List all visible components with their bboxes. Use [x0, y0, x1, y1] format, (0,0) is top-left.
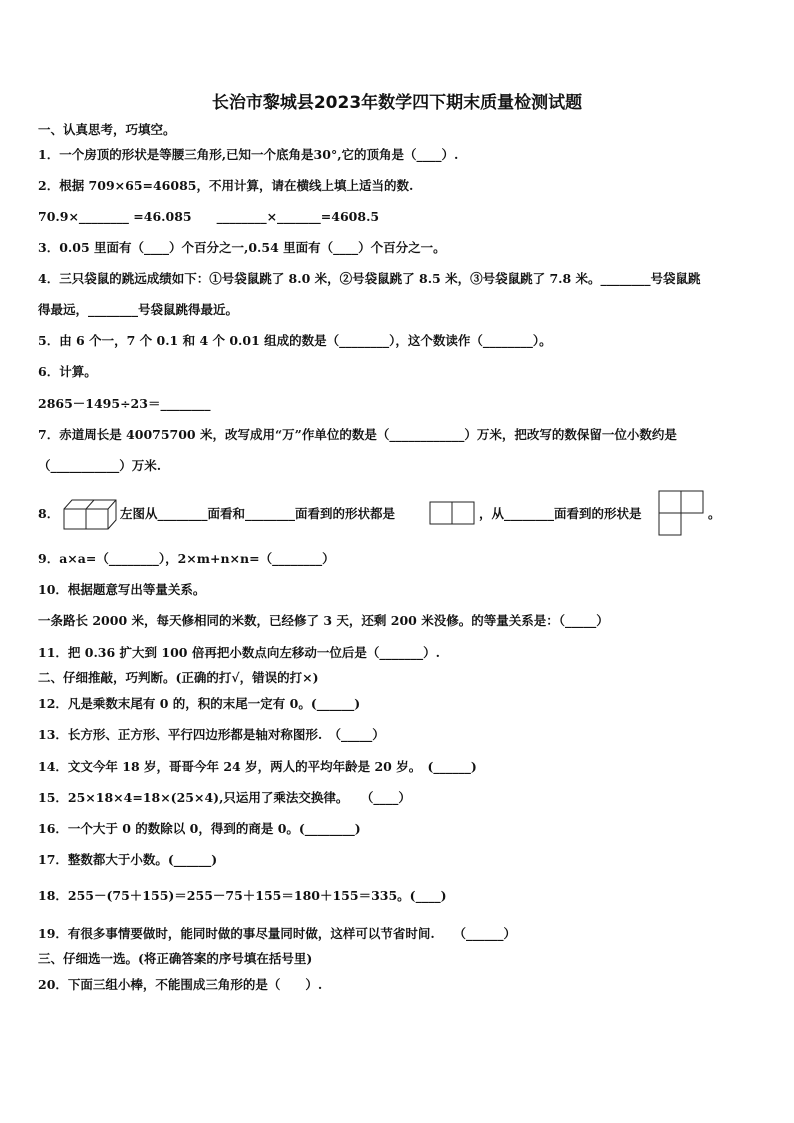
question-16: 16．一个大于 0 的数除以 0，得到的商是 0。(________) — [38, 821, 361, 836]
section-3-heading: 三、仔细选一选。(将正确答案的序号填在括号里) — [38, 951, 313, 966]
question-10: 10．根据题意写出等量关系。 — [38, 582, 206, 597]
question-14: 14．文文今年 18 岁，哥哥今年 24 岁，两人的平均年龄是 20 岁。 (______) — [38, 759, 477, 774]
cube-figure — [62, 497, 118, 531]
question-6-calc: 2865－1495÷23＝________ — [38, 396, 211, 411]
page-title: 长治市黎城县2023年数学四下期末质量检测试题 — [211, 93, 583, 113]
question-6: 6．计算。 — [38, 364, 97, 379]
question-4: 4．三只袋鼠的跳远成绩如下：①号袋鼠跳了 8.0 米，②号袋鼠跳了 8.5 米，③号袋鼠跳了 7.8 米。________号袋鼠跳 — [38, 271, 701, 286]
question-15: 15．25×18×4=18×(25×4),只运用了乘法交换律。 （____） — [38, 790, 411, 805]
question-20: 20．下面三组小棒，不能围成三角形的是（ ）. — [38, 977, 323, 992]
question-9: 9．a×a=（________），2×m+n×n=（________） — [38, 551, 335, 566]
question-2: 2．根据 709×65=46085，不用计算，请在横线上填上适当的数. — [38, 178, 414, 193]
question-8-text-2: ，从________面看到的形状是 — [479, 506, 642, 521]
question-12: 12．凡是乘数末尾有 0 的，积的末尾一定有 0。(______) — [38, 696, 361, 711]
question-2-blanks: 70.9×________ =46.085 ________×_______=4608.5 — [38, 209, 380, 224]
section-1-heading: 一、认真思考，巧填空。 — [38, 122, 176, 137]
question-10-content: 一条路长 2000 米，每天修相同的米数，已经修了 3 天，还剩 200 米没修。的等量关系是：（_____） — [38, 613, 609, 628]
question-8-text-1: 左图从________面看和________面看到的形状都是 — [120, 506, 396, 521]
question-13: 13．长方形、正方形、平行四边形都是轴对称图形. （_____） — [38, 727, 385, 742]
question-17: 17．整数都大于小数。(______) — [38, 852, 218, 867]
question-3: 3．0.05 里面有（____）个百分之一,0.54 里面有（____）个百分之一。 — [38, 240, 446, 255]
question-5: 5．由 6 个一，7 个 0.1 和 4 个 0.01 组成的数是（________），这个数读作（________）。 — [38, 333, 552, 348]
question-7: 7．赤道周长是 40075700 米，改写成用“万”作单位的数是（____________）万米，把改写的数保留一位小数约是 — [38, 427, 677, 442]
question-7-cont: （___________）万米. — [38, 458, 162, 473]
question-19: 19．有很多事情要做时，能同时做的事尽量同时做，这样可以节省时间. （______） — [38, 926, 516, 941]
question-1: 1．一个房顶的形状是等腰三角形,已知一个底角是30°,它的顶角是（____）. — [38, 147, 459, 162]
two-squares-figure — [429, 500, 475, 526]
question-8-end: 。 — [708, 506, 721, 521]
question-8-number: 8． — [38, 506, 60, 521]
l-shape-figure — [658, 489, 706, 537]
section-2-heading: 二、仔细推敲，巧判断。(正确的打√，错误的打×) — [38, 670, 319, 685]
question-11: 11．把 0.36 扩大到 100 倍再把小数点向左移动一位后是（_______）. — [38, 645, 440, 660]
question-4-cont: 得最远，________号袋鼠跳得最近。 — [38, 302, 239, 317]
question-18: 18．255－(75＋155)＝255－75＋155＝180＋155＝335。(____) — [38, 888, 447, 903]
